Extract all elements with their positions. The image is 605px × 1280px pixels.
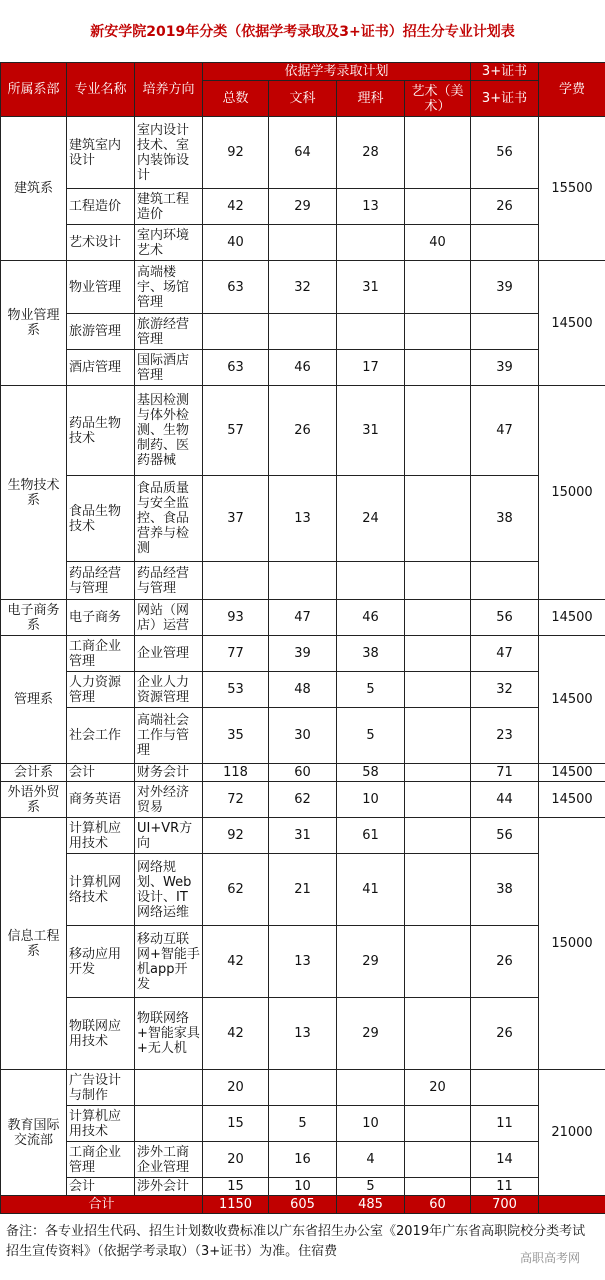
total-cell: 42	[203, 189, 269, 225]
arts-cell: 47	[269, 600, 337, 636]
cert-cell: 47	[471, 636, 539, 672]
art-cell: 20	[405, 1070, 471, 1106]
science-cell: 61	[337, 818, 405, 854]
arts-cell: 5	[269, 1106, 337, 1142]
header-fee: 学费	[539, 63, 605, 117]
total-fee-empty	[539, 1196, 605, 1214]
table-row	[1, 117, 605, 189]
dept-cell: 建筑系	[1, 117, 67, 261]
science-cell: 13	[337, 189, 405, 225]
science-cell: 5	[337, 708, 405, 764]
science-cell: 31	[337, 386, 405, 476]
science-cell: 29	[337, 998, 405, 1070]
dept-cell: 生物技术系	[1, 386, 67, 600]
major-cell: 食品生物技术	[67, 476, 135, 562]
art-cell	[405, 636, 471, 672]
total-cell: 42	[203, 998, 269, 1070]
total-cell: 93	[203, 600, 269, 636]
total-arts: 605	[269, 1196, 337, 1214]
arts-cell: 32	[269, 261, 337, 314]
art-cell	[405, 562, 471, 600]
arts-cell: 48	[269, 672, 337, 708]
total-science: 485	[337, 1196, 405, 1214]
major-cell: 物业管理	[67, 261, 135, 314]
arts-cell	[269, 314, 337, 350]
table-row	[1, 1178, 605, 1196]
major-cell: 建筑室内设计	[67, 117, 135, 189]
direction-cell: 涉外工商企业管理	[135, 1142, 203, 1178]
science-cell: 24	[337, 476, 405, 562]
fee-cell: 14500	[539, 600, 605, 636]
major-cell: 酒店管理	[67, 350, 135, 386]
major-cell: 移动应用开发	[67, 926, 135, 998]
science-cell: 31	[337, 261, 405, 314]
major-cell: 社会工作	[67, 708, 135, 764]
direction-cell: 网络规划、Web设计、IT网络运维	[135, 854, 203, 926]
table-row	[1, 998, 605, 1070]
dept-cell: 外语外贸系	[1, 782, 67, 818]
table-row	[1, 708, 605, 764]
science-cell	[337, 562, 405, 600]
art-cell	[405, 261, 471, 314]
total-cell: 57	[203, 386, 269, 476]
arts-cell	[269, 225, 337, 261]
art-cell	[405, 1178, 471, 1196]
table-row	[1, 854, 605, 926]
science-cell: 5	[337, 1178, 405, 1196]
direction-cell: 高端社会工作与管理	[135, 708, 203, 764]
cert-cell: 39	[471, 350, 539, 386]
major-cell: 药品生物技术	[67, 386, 135, 476]
direction-cell: UI+VR方向	[135, 818, 203, 854]
science-cell	[337, 314, 405, 350]
dept-cell: 管理系	[1, 636, 67, 764]
science-cell: 10	[337, 1106, 405, 1142]
major-cell: 广告设计与制作	[67, 1070, 135, 1106]
direction-cell: 企业人力资源管理	[135, 672, 203, 708]
fee-cell: 15500	[539, 117, 605, 261]
table-row	[1, 476, 605, 562]
direction-cell: 企业管理	[135, 636, 203, 672]
art-cell	[405, 314, 471, 350]
direction-cell: 旅游经营管理	[135, 314, 203, 350]
dept-cell: 会计系	[1, 764, 67, 782]
cert-cell: 14	[471, 1142, 539, 1178]
major-cell: 会计	[67, 1178, 135, 1196]
art-cell	[405, 350, 471, 386]
cert-cell: 32	[471, 672, 539, 708]
major-cell: 工商企业管理	[67, 1142, 135, 1178]
title-band	[0, 0, 605, 62]
header-total: 总数	[203, 81, 269, 117]
fee-cell: 14500	[539, 636, 605, 764]
table-row	[1, 1106, 605, 1142]
cert-cell: 56	[471, 600, 539, 636]
cert-cell: 38	[471, 476, 539, 562]
art-cell	[405, 708, 471, 764]
direction-cell	[135, 1070, 203, 1106]
cert-cell: 44	[471, 782, 539, 818]
major-cell: 计算机应用技术	[67, 1106, 135, 1142]
cert-cell: 47	[471, 386, 539, 476]
table-row	[1, 1070, 605, 1106]
dept-cell: 教育国际交流部	[1, 1070, 67, 1196]
arts-cell: 62	[269, 782, 337, 818]
cert-cell: 11	[471, 1106, 539, 1142]
major-cell: 旅游管理	[67, 314, 135, 350]
science-cell: 58	[337, 764, 405, 782]
cert-cell: 39	[471, 261, 539, 314]
art-cell	[405, 476, 471, 562]
table-row	[1, 1142, 605, 1178]
art-cell	[405, 672, 471, 708]
arts-cell	[269, 562, 337, 600]
art-cell	[405, 189, 471, 225]
total-sum: 1150	[203, 1196, 269, 1214]
total-cell: 92	[203, 818, 269, 854]
major-cell: 电子商务	[67, 600, 135, 636]
table-row	[1, 386, 605, 476]
total-cell: 62	[203, 854, 269, 926]
direction-cell: 食品质量与安全监控、食品营养与检测	[135, 476, 203, 562]
cert-cell	[471, 314, 539, 350]
art-cell	[405, 1106, 471, 1142]
major-cell: 会计	[67, 764, 135, 782]
direction-cell: 财务会计	[135, 764, 203, 782]
science-cell	[337, 225, 405, 261]
science-cell	[337, 1070, 405, 1106]
art-cell	[405, 600, 471, 636]
science-cell: 5	[337, 672, 405, 708]
total-cert: 700	[471, 1196, 539, 1214]
table-row	[1, 672, 605, 708]
fee-cell: 14500	[539, 764, 605, 782]
art-cell	[405, 764, 471, 782]
arts-cell: 13	[269, 926, 337, 998]
header-plan-group: 依据学考录取计划	[203, 63, 471, 81]
direction-cell: 对外经济贸易	[135, 782, 203, 818]
major-cell: 药品经营与管理	[67, 562, 135, 600]
arts-cell: 10	[269, 1178, 337, 1196]
cert-cell: 26	[471, 189, 539, 225]
total-cell: 20	[203, 1070, 269, 1106]
art-cell	[405, 926, 471, 998]
total-row	[1, 1196, 605, 1214]
cert-cell: 26	[471, 926, 539, 998]
art-cell	[405, 854, 471, 926]
total-cell: 63	[203, 350, 269, 386]
direction-cell: 高端楼宇、场馆管理	[135, 261, 203, 314]
total-cell: 63	[203, 261, 269, 314]
art-cell	[405, 998, 471, 1070]
header-direction: 培养方向	[135, 63, 203, 117]
fee-cell: 14500	[539, 782, 605, 818]
total-cell: 15	[203, 1106, 269, 1142]
arts-cell: 21	[269, 854, 337, 926]
major-cell: 计算机网络技术	[67, 854, 135, 926]
cert-cell: 11	[471, 1178, 539, 1196]
science-cell: 4	[337, 1142, 405, 1178]
arts-cell: 60	[269, 764, 337, 782]
header-row-1	[1, 63, 605, 81]
direction-cell: 建筑工程造价	[135, 189, 203, 225]
arts-cell	[269, 1070, 337, 1106]
cert-cell	[471, 1070, 539, 1106]
page-title: 新安学院2019年分类（依据学考录取及3+证书）招生分专业计划表	[90, 24, 515, 40]
table-row	[1, 782, 605, 818]
direction-cell: 涉外会计	[135, 1178, 203, 1196]
science-cell: 28	[337, 117, 405, 189]
total-cell: 118	[203, 764, 269, 782]
total-cell: 92	[203, 117, 269, 189]
direction-cell: 网站（网店）运营	[135, 600, 203, 636]
table-row	[1, 261, 605, 314]
arts-cell: 46	[269, 350, 337, 386]
direction-cell: 室内环境艺术	[135, 225, 203, 261]
total-cell: 35	[203, 708, 269, 764]
major-cell: 人力资源管理	[67, 672, 135, 708]
arts-cell: 13	[269, 998, 337, 1070]
header-cert-group: 3+证书	[471, 63, 539, 81]
major-cell: 工程造价	[67, 189, 135, 225]
table-row	[1, 818, 605, 854]
arts-cell: 16	[269, 1142, 337, 1178]
table-row	[1, 764, 605, 782]
total-label: 合计	[1, 1196, 203, 1214]
art-cell: 40	[405, 225, 471, 261]
dept-cell: 物业管理系	[1, 261, 67, 386]
major-cell: 艺术设计	[67, 225, 135, 261]
arts-cell: 30	[269, 708, 337, 764]
fee-cell: 15000	[539, 386, 605, 600]
arts-cell: 29	[269, 189, 337, 225]
table-row	[1, 562, 605, 600]
total-cell	[203, 314, 269, 350]
table-row	[1, 350, 605, 386]
header-dept: 所属系部	[1, 63, 67, 117]
total-cell: 15	[203, 1178, 269, 1196]
science-cell: 17	[337, 350, 405, 386]
total-art: 60	[405, 1196, 471, 1214]
plan-table	[0, 62, 605, 1214]
total-cell: 42	[203, 926, 269, 998]
header-art-design: 艺术（美术）	[405, 81, 471, 117]
science-cell: 29	[337, 926, 405, 998]
watermark: 高职高考网	[520, 1251, 581, 1265]
cert-cell: 56	[471, 818, 539, 854]
direction-cell: 物联网络+智能家具+无人机	[135, 998, 203, 1070]
major-cell: 商务英语	[67, 782, 135, 818]
fee-cell: 14500	[539, 261, 605, 386]
science-cell: 38	[337, 636, 405, 672]
cert-cell: 38	[471, 854, 539, 926]
art-cell	[405, 1142, 471, 1178]
art-cell	[405, 386, 471, 476]
arts-cell: 31	[269, 818, 337, 854]
table-row	[1, 314, 605, 350]
cert-cell: 56	[471, 117, 539, 189]
cert-cell: 71	[471, 764, 539, 782]
cert-cell: 26	[471, 998, 539, 1070]
header-major: 专业名称	[67, 63, 135, 117]
fee-cell: 15000	[539, 818, 605, 1070]
fee-cell: 21000	[539, 1070, 605, 1196]
art-cell	[405, 818, 471, 854]
table-row	[1, 636, 605, 672]
total-cell: 40	[203, 225, 269, 261]
arts-cell: 39	[269, 636, 337, 672]
major-cell: 工商企业管理	[67, 636, 135, 672]
arts-cell: 64	[269, 117, 337, 189]
table-row	[1, 600, 605, 636]
direction-cell: 药品经营与管理	[135, 562, 203, 600]
major-cell: 物联网应用技术	[67, 998, 135, 1070]
header-science: 理科	[337, 81, 405, 117]
direction-cell: 基因检测与体外检测、生物制药、医药器械	[135, 386, 203, 476]
dept-cell: 信息工程系	[1, 818, 67, 1070]
direction-cell: 国际酒店管理	[135, 350, 203, 386]
footnote: 备注：各专业招生代码、招生计划数收费标准以广东省招生办公室《2019年广东省高职院校分类考试招生宣传资料》（依据学考录取）（3+证书）为准。住宿费	[6, 1224, 586, 1259]
direction-cell: 移动互联网+智能手机app开发	[135, 926, 203, 998]
total-cell	[203, 562, 269, 600]
total-cell: 53	[203, 672, 269, 708]
header-arts: 文科	[269, 81, 337, 117]
total-cell: 20	[203, 1142, 269, 1178]
cert-cell: 23	[471, 708, 539, 764]
total-cell: 72	[203, 782, 269, 818]
total-cell: 77	[203, 636, 269, 672]
direction-cell: 室内设计技术、室内装饰设计	[135, 117, 203, 189]
arts-cell: 26	[269, 386, 337, 476]
table-row	[1, 189, 605, 225]
cert-cell	[471, 225, 539, 261]
table-row	[1, 926, 605, 998]
science-cell: 41	[337, 854, 405, 926]
total-cell: 37	[203, 476, 269, 562]
science-cell: 46	[337, 600, 405, 636]
science-cell: 10	[337, 782, 405, 818]
header-cert: 3+证书	[471, 81, 539, 117]
major-cell: 计算机应用技术	[67, 818, 135, 854]
dept-cell: 电子商务系	[1, 600, 67, 636]
cert-cell	[471, 562, 539, 600]
direction-cell	[135, 1106, 203, 1142]
art-cell	[405, 117, 471, 189]
table-row	[1, 225, 605, 261]
arts-cell: 13	[269, 476, 337, 562]
art-cell	[405, 782, 471, 818]
